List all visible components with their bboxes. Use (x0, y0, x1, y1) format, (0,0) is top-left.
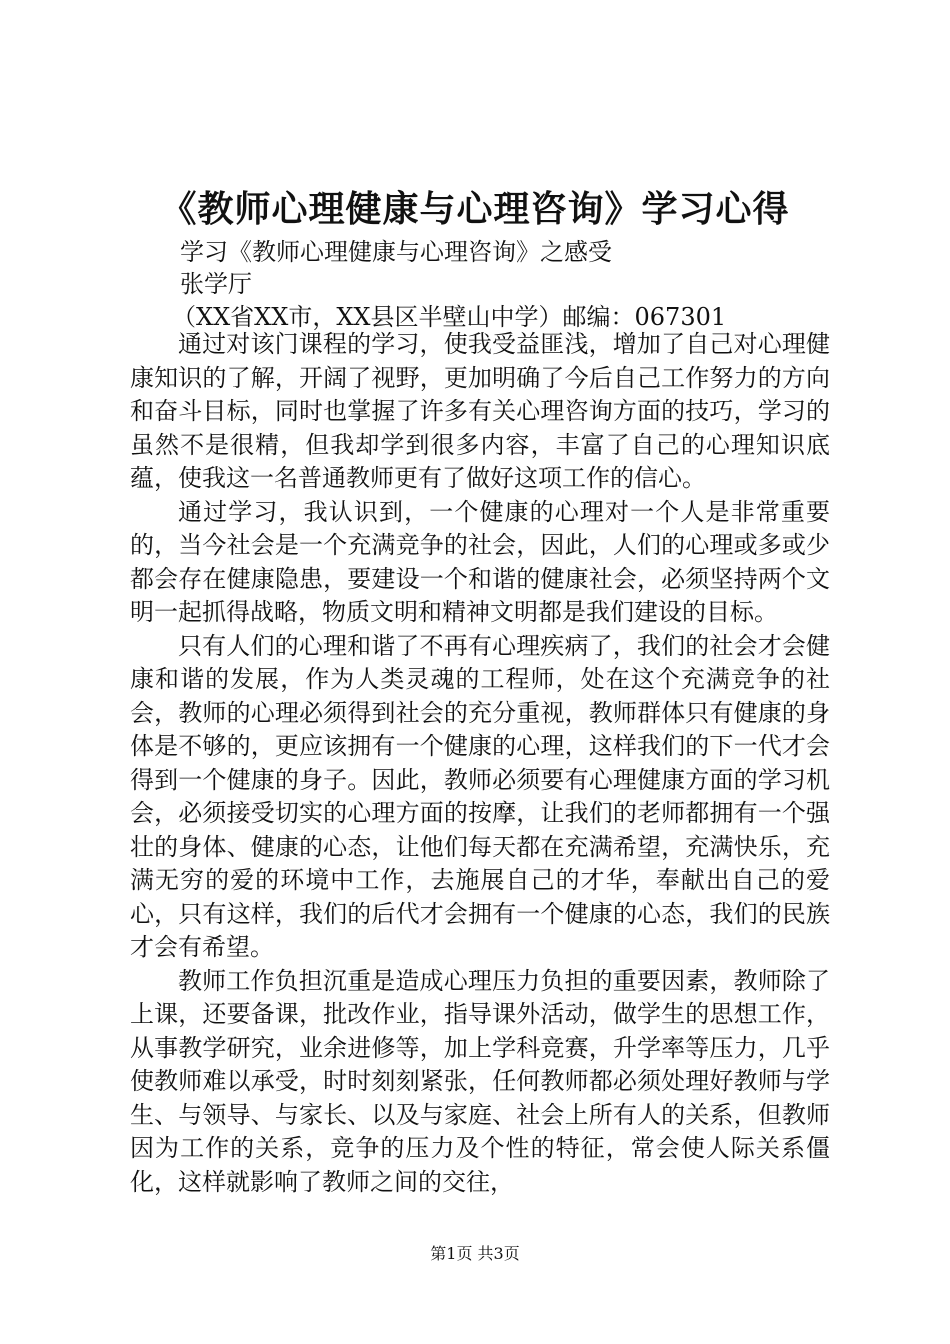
document-author: 张学厅 (180, 270, 252, 298)
body-paragraph: 通过对该门课程的学习，使我受益匪浅，增加了自己对心理健康知识的了解，开阔了视野，更加明确了今后自己工作努力的方向和奋斗目标，同时也掌握了许多有关心理咨询方面的技巧，学习的虽然不是很精，但我却学到很多内容，丰富了自己的心理知识底蕴，使我这一名普通教师更有了做好这项工作的信心。 (130, 330, 830, 492)
body-paragraph: 只有人们的心理和谐了不再有心理疾病了，我们的社会才会健康和谐的发展，作为人类灵魂的工程师，处在这个充满竞争的社会，教师的心理必须得到社会的充分重视，教师群体只有健康的身体是不够的，更应该拥有一个健康的心理，这样我们的下一代才会得到一个健康的身子。因此，教师必须要有心理健康方面的学习机会，必须接受切实的心理方面的按摩，让我们的老师都拥有一个强壮的身体、健康的心态，让他们每天都在充满希望，充满快乐，充满无穷的爱的环境中工作，去施展自己的才华，奉献出自己的爱心，只有这样，我们的后代才会拥有一个健康的心态，我们的民族才会有希望。 (130, 631, 830, 961)
body-paragraph: 教师工作负担沉重是造成心理压力负担的重要因素，教师除了上课，还要备课，批改作业，指导课外活动，做学生的思想工作，从事教学研究，业余进修等，加上学科竞赛，升学率等压力，几乎使教师难以承受，时时刻刻紧张，任何教师都必须处理好教师与学生、与领导、与家长、以及与家庭、社会上所有人的关系，但教师因为工作的关系，竞争的压力及个性的特征，常会使人际关系僵化，这样就影响了教师之间的交往， (130, 966, 830, 1196)
page-footer: 第1页 共3页 (430, 1244, 520, 1263)
document-subtitle: 学习《教师心理健康与心理咨询》之感受 (180, 238, 612, 266)
body-paragraph: 通过学习，我认识到，一个健康的心理对一个人是非常重要的，当今社会是一个充满竞争的社会，因此，人们的心理或多或少都会存在健康隐患，要建设一个和谐的健康社会，必须坚持两个文明一起抓得战略，物质文明和精神文明都是我们建设的目标。 (130, 497, 830, 626)
document-title: 《教师心理健康与心理咨询》学习心得 (160, 188, 790, 230)
document-body (130, 328, 830, 1199)
document-address: （XX省XX市，XX县区半壁山中学）邮编：067301 (172, 303, 727, 331)
